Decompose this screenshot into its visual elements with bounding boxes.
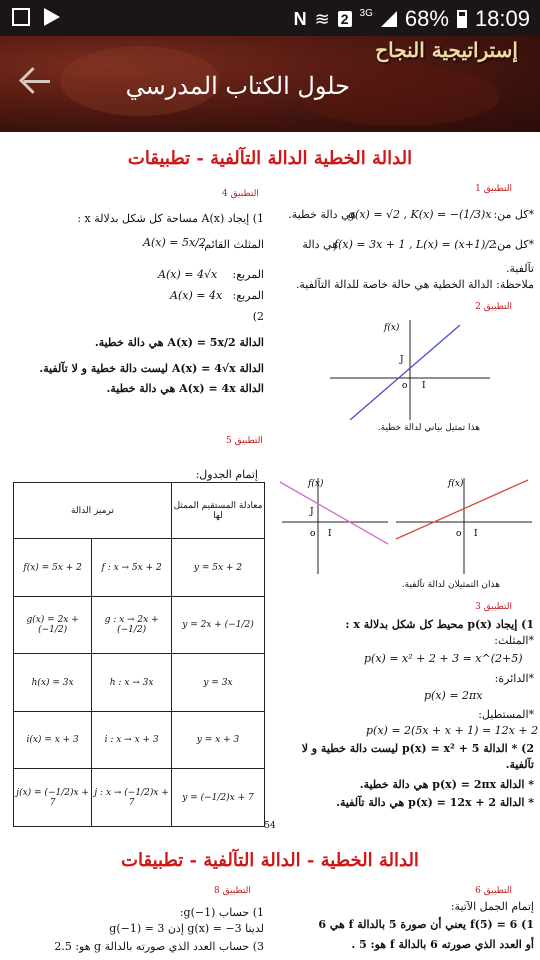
app8-line3: 3) حساب العدد الذي صورته بالدالة g هو: 2.5 xyxy=(54,940,264,953)
app3-triangle: *المثلث: xyxy=(494,634,534,647)
app4-intro: 1) إيجاد A(x) مساحة كل شكل بدلالة x : xyxy=(77,212,264,225)
graph-i-label: I xyxy=(422,381,426,391)
table-row xyxy=(14,711,265,769)
app4-square-math: A(x) = 4√x xyxy=(158,268,218,281)
back-arrow-icon[interactable] xyxy=(20,64,54,98)
table-cell: y = x + 3 xyxy=(171,711,264,769)
app3-bullet1: * الدالة p(x) = 2πx هي دالة خطية. xyxy=(359,778,534,791)
table-row xyxy=(14,596,265,654)
page-title: حلول الكتاب المدرسي xyxy=(125,72,350,100)
app1-label: التطبيق 1 xyxy=(475,184,512,194)
app3-q2: 2) * الدالة p(x) = x² + 5 ليست دالة خطية و لا xyxy=(301,742,534,755)
app8-line1: 1) حساب g(−1): xyxy=(179,906,264,919)
table-cell: g(x) = 2x + (−1/2) xyxy=(14,596,92,654)
app5-label: التطبيق 5 xyxy=(226,436,263,446)
table-cell: y = 3x xyxy=(171,654,264,712)
app5-intro: إتمام الجدول: xyxy=(195,468,258,481)
graph-fx-label: f(x) xyxy=(384,323,400,333)
app1-line2-tail: هي دالة xyxy=(302,238,338,251)
app4-square2-label: المربع: xyxy=(232,289,264,302)
play-store-icon xyxy=(44,8,60,26)
app3-circle-math: p(x) = 2πx xyxy=(424,689,483,702)
app4-result2: الدالة A(x) = 4√x ليست دالة خطية و لا تآلفية. xyxy=(39,362,264,375)
app3-graph-caption: هذان التمثيلان لدالة تآلفية. xyxy=(401,580,500,590)
table-cell: g : x → 2x + (−1/2) xyxy=(92,596,172,654)
table-cell: j : x → (−1/2)x + 7 xyxy=(92,769,172,827)
app1-line1-tail: هي دالة خطية. xyxy=(288,208,356,221)
app1-line2-lead: *كل من: xyxy=(493,238,534,251)
app1-line2-math: f(x) = 3x + 1 , L(x) = (x+1)/2 xyxy=(334,238,496,251)
app4-triangle-label: المثلث القائم: xyxy=(200,238,264,251)
table-header-equation: معادلة المستقيم الممثل لها xyxy=(171,483,264,539)
app4-square2-math: A(x) = 4x xyxy=(170,289,223,302)
table-cell: h : x → 3x xyxy=(92,654,172,712)
brand-logo-text: إستراتيجية النجاح xyxy=(375,38,518,62)
app6-line1: 1) 6 = f(5) يعني أن صورة 5 بالدالة f هي 6 xyxy=(318,918,534,931)
app3-rect-math: p(x) = 2(5x + x + 1) = 12x + 2 xyxy=(366,724,539,737)
table-cell: i(x) = x + 3 xyxy=(14,711,92,769)
app3-rect: *المستطيل: xyxy=(478,708,534,721)
table-cell: f(x) = 5x + 2 xyxy=(14,539,92,597)
wifi-icon: ≋ xyxy=(314,8,330,29)
linear-function-line xyxy=(350,325,460,420)
app6-intro: إتمام الجمل الآتية: xyxy=(450,900,534,913)
affine-line-pink xyxy=(280,482,388,544)
app2-label: التطبيق 2 xyxy=(475,302,512,312)
app6-label: التطبيق 6 xyxy=(475,886,512,896)
app6-line2: أو العدد الذي صورته 6 بالدالة f هو: 5 . xyxy=(351,938,534,951)
svg-text:o: o xyxy=(310,529,316,539)
app3-q2-tail: تآلفية. xyxy=(505,758,534,771)
app2-caption: هذا تمثيل بياني لدالة خطية. xyxy=(377,423,480,433)
section-heading: الدالة الخطية الدالة التآلفية - تطبيقات xyxy=(127,148,413,169)
svg-text:I: I xyxy=(474,529,478,539)
app4-result1: الدالة A(x) = 5x/2 هي دالة خطية. xyxy=(94,336,264,349)
sim-badge: 2 xyxy=(338,11,352,27)
status-bar xyxy=(0,0,540,36)
table-row xyxy=(14,539,265,597)
table-cell: i : x → x + 3 xyxy=(92,711,172,769)
image-icon xyxy=(12,8,30,26)
app3-intro: 1) إيجاد p(x) محيط كل شكل بدلالة x : xyxy=(345,618,534,631)
app3-bullet2: * الدالة p(x) = 12x + 2 هي دالة تآلفية. xyxy=(336,796,534,809)
app4-q2: 2) xyxy=(252,310,264,323)
app1-note: ملاحظة: الدالة الخطية هي حالة خاصة للدالة التآلفية. xyxy=(295,278,534,291)
section-heading-2: الدالة الخطية - الدالة التآلفية - تطبيقات xyxy=(121,850,419,871)
graph-j-label: J xyxy=(400,355,404,365)
table-cell: y = (−1/2)x + 7 xyxy=(171,769,264,827)
svg-text:f(x): f(x) xyxy=(448,479,464,489)
signal-icon xyxy=(381,11,397,27)
app8-line2: لدينا g(x) = −3 إذن g(−1) = 3 xyxy=(109,922,264,935)
table-cell: y = 2x + (−1/2) xyxy=(171,596,264,654)
table-cell: h(x) = 3x xyxy=(14,654,92,712)
app4-square-label: المربع: xyxy=(232,268,264,281)
svg-text:J: J xyxy=(310,507,314,517)
app1-line3: تآلفية. xyxy=(505,262,534,275)
page-number: 54 xyxy=(264,821,276,831)
table-header-row xyxy=(14,483,265,539)
clock: 18:09 xyxy=(474,6,530,31)
svg-text:f(x): f(x) xyxy=(308,479,324,489)
table-row xyxy=(14,654,265,712)
table-row xyxy=(14,769,265,827)
battery-icon xyxy=(457,10,467,28)
app8-label: التطبيق 8 xyxy=(214,886,251,896)
table-header-notation: ترميز الدالة xyxy=(14,483,172,539)
svg-text:o: o xyxy=(456,529,462,539)
functions-table xyxy=(13,482,265,827)
table-cell: f : x → 5x + 2 xyxy=(92,539,172,597)
app4-label: التطبيق 4 xyxy=(222,189,259,199)
affine-graph-right xyxy=(396,478,532,574)
battery-percent: 68% xyxy=(404,6,449,31)
document-page xyxy=(0,132,540,960)
svg-text:I: I xyxy=(328,529,332,539)
affine-graph-left xyxy=(280,478,388,574)
table-cell: j(x) = (−1/2)x + 7 xyxy=(14,769,92,827)
app3-circle: *الدائرة: xyxy=(494,672,534,685)
network-type: 3G xyxy=(359,7,373,19)
graph-o-label: o xyxy=(402,381,408,391)
app4-result3: الدالة A(x) = 4x هي دالة خطية. xyxy=(106,382,264,395)
app4-triangle-math: A(x) = 5x/2 xyxy=(143,236,206,249)
table-cell: y = 5x + 2 xyxy=(171,539,264,597)
app3-triangle-math: p(x) = x² + 2 + 3 = x^(2+5) xyxy=(364,652,523,665)
app3-label: التطبيق 3 xyxy=(475,602,512,612)
app3-graphs xyxy=(278,474,534,574)
app2-graph xyxy=(330,320,490,420)
app1-line1-math: g(x) = √2 , K(x) = −(1/3)x xyxy=(348,208,492,221)
app1-line1-lead: *كل من: xyxy=(493,208,534,221)
app-header xyxy=(0,36,540,132)
nfc-icon: N xyxy=(293,8,307,29)
